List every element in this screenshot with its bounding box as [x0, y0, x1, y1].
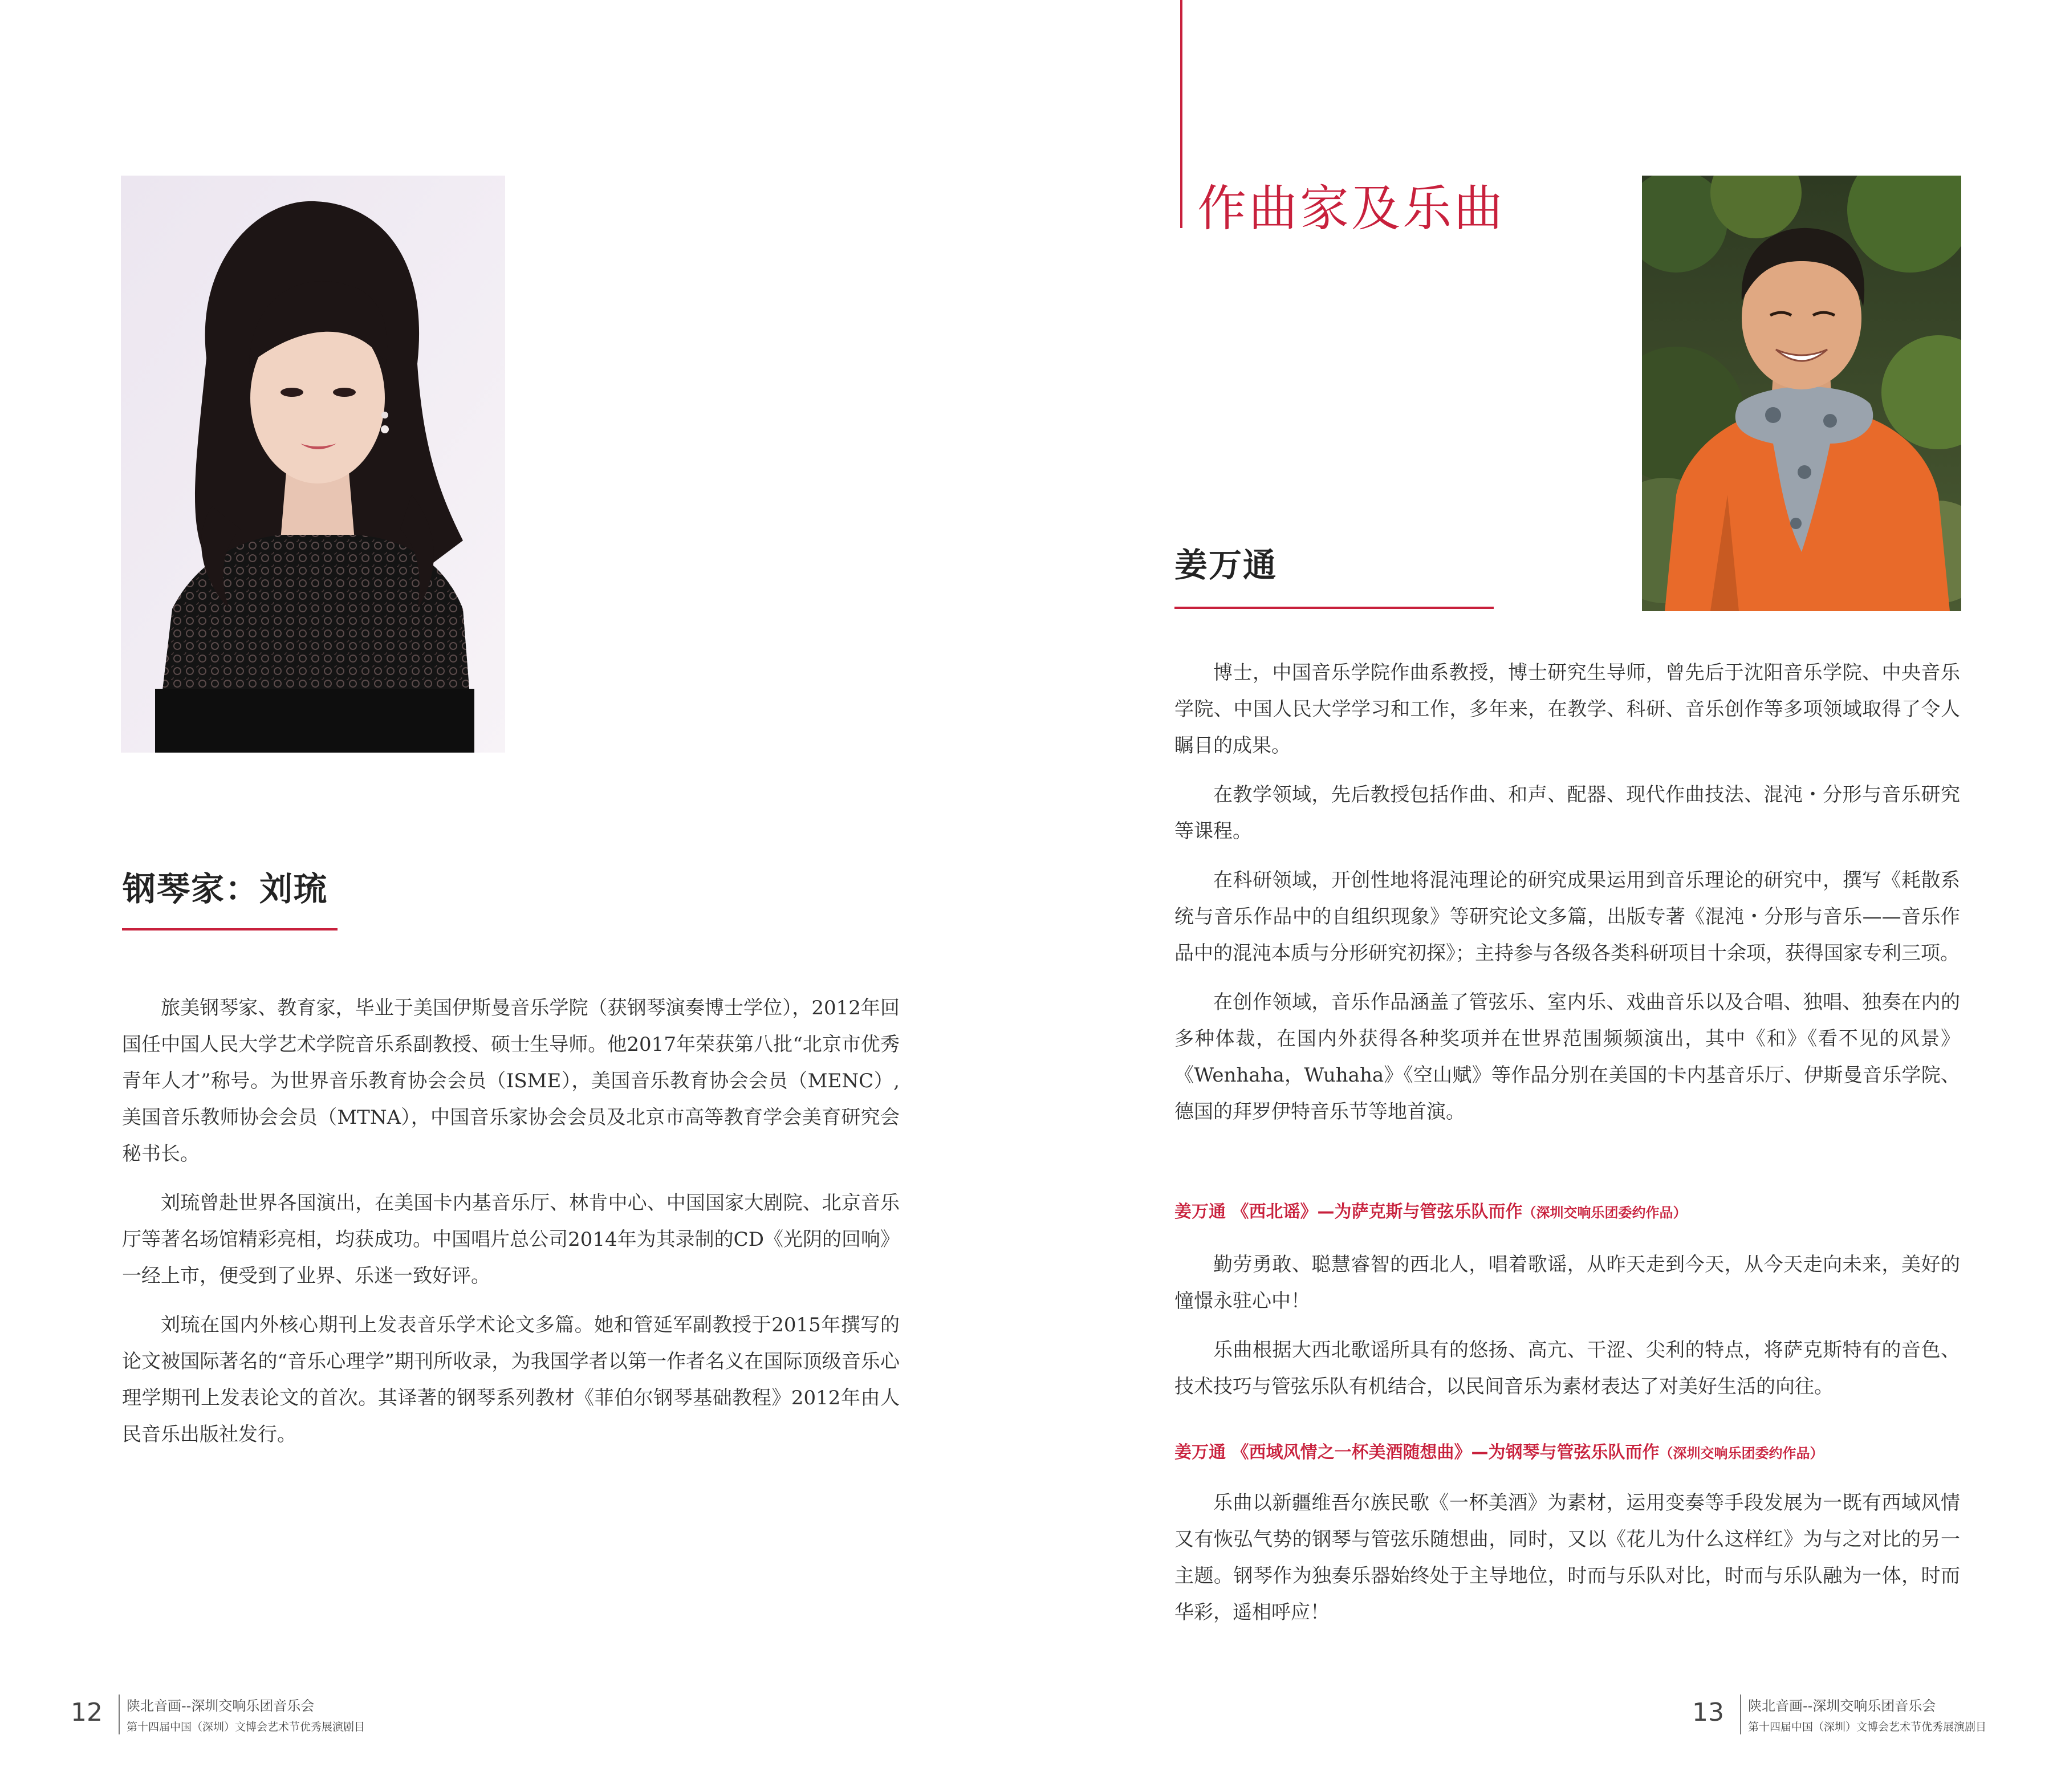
pianist-bio-paragraph: 旅美钢琴家、教育家，毕业于美国伊斯曼音乐学院（获钢琴演奏博士学位），2012年回国任中国人民大学艺术学院音乐系副教授、硕士生导师。他2017年荣获第八批“北京市优秀青年人才”称号。为世界音乐教育协会会员（ISME），美国音乐教育协会会员（MENC）,美国音乐教师协会会员（MTNA），中国音乐家协会会员及北京市高等教育学会美育研究会秘书长。	[122, 997, 900, 1165]
composer-bio-paragraph: 博士，中国音乐学院作曲系教授，博士研究生导师，曾先后于沈阳音乐学院、中央音乐学院、中国人民大学学习和工作，多年来，在教学、科研、音乐创作等多项领域取得了令人瞩目的成果。	[1174, 661, 1960, 757]
pianist-heading-rule	[122, 928, 338, 930]
composer-bio-paragraph: 在科研领域，开创性地将混沌理论的研究成果运用到音乐理论的研究中，撰写《耗散系统与音乐作品中的自组织现象》等研究论文多篇，出版专著《混沌・分形与音乐——音乐作品中的混沌本质与分形研究初探》；主持参与各级各类科研项目十余项，获得国家专利三项。	[1174, 869, 1960, 965]
composer-portrait-image	[1642, 176, 1961, 611]
footer-divider-left	[119, 1695, 120, 1734]
footer-subtitle-left: 第十四届中国（深圳）文博会艺术节优秀展演剧目	[127, 1721, 365, 1733]
pianist-bio-paragraph: 刘琉在国内外核心期刊上发表音乐学术论文多篇。她和管延军副教授于2015年撰写的论文被国际著名的“音乐心理学”期刊所收录，为我国学者以第一作者名义在国际顶级音乐心理学期刊上发表论文的首次。其译著的钢琴系列教材《菲伯尔钢琴基础教程》2012年由人民音乐出版社发行。	[122, 1314, 900, 1446]
work-title-2-text: 姜万通 《西域风情之一杯美酒随想曲》—为钢琴与管弦乐队而作	[1174, 1442, 1660, 1462]
work-description-2	[1174, 1485, 1960, 1643]
footer-subtitle-right: 第十四届中国（深圳）文博会艺术节优秀展演剧目	[1748, 1721, 1987, 1733]
work-title-1-note: （深圳交响乐团委约作品）	[1522, 1205, 1687, 1221]
composer-heading: 姜万通	[1174, 546, 1278, 584]
section-title: 作曲家及乐曲	[1197, 180, 1505, 237]
pianist-portrait-image	[121, 176, 505, 753]
section-accent-line	[1180, 0, 1182, 228]
footer-title-left: 陕北音画--深圳交响乐团音乐会	[127, 1698, 315, 1714]
composer-bio	[1174, 655, 1960, 1143]
page-number-right: 13	[1692, 1698, 1724, 1727]
composer-portrait	[1642, 176, 1961, 611]
work-description-paragraph: 乐曲根据大西北歌谣所具有的悠扬、高亢、干涩、尖利的特点，将萨克斯特有的音色、技术技巧与管弦乐队有机结合，以民间音乐为素材表达了对美好生活的向往。	[1174, 1339, 1960, 1398]
work-description-paragraph: 勤劳勇敢、聪慧睿智的西北人，唱着歌谣，从昨天走到今天，从今天走向未来，美好的憧憬永驻心中！	[1174, 1253, 1960, 1312]
footer-divider-right	[1740, 1695, 1741, 1734]
pianist-bio-paragraph: 刘琉曾赴世界各国演出，在美国卡内基音乐厅、林肯中心、中国国家大剧院、北京音乐厅等著名场馆精彩亮相，均获成功。中国唱片总公司2014年为其录制的CD《光阴的回响》一经上市，便受到了业界、乐迷一致好评。	[122, 1192, 900, 1287]
work-title-2-note: （深圳交响乐团委约作品）	[1659, 1445, 1824, 1461]
page-number-left: 12	[71, 1698, 103, 1727]
work-description-1	[1174, 1246, 1960, 1417]
composer-heading-rule	[1174, 607, 1494, 609]
composer-bio-paragraph: 在创作领域，音乐作品涵盖了管弦乐、室内乐、戏曲音乐以及合唱、独唱、独奏在内的多种体裁，在国内外获得各种奖项并在世界范围频频演出，其中《和》《看不见的风景》《Wenhaha，Wuhaha》《空山赋》等作品分别在美国的卡内基音乐厅、伊斯曼音乐学院、德国的拜罗伊特音乐节等地首演。	[1174, 991, 1960, 1123]
footer-title-right: 陕北音画--深圳交响乐团音乐会	[1748, 1698, 1936, 1714]
pianist-heading: 钢琴家：刘琉	[123, 869, 328, 908]
composer-bio-paragraph: 在教学领域，先后教授包括作曲、和声、配器、现代作曲技法、混沌・分形与音乐研究等课程。	[1174, 783, 1960, 843]
pianist-bio	[122, 990, 900, 1465]
pianist-portrait	[121, 176, 505, 753]
work-title-2	[1174, 1438, 1823, 1463]
work-title-1-text: 姜万通 《西北谣》—为萨克斯与管弦乐队而作	[1174, 1202, 1523, 1222]
work-title-1	[1174, 1197, 1686, 1222]
work-description-paragraph: 乐曲以新疆维吾尔族民歌《一杯美酒》为素材，运用变奏等手段发展为一既有西域风情又有恢弘气势的钢琴与管弦乐随想曲，同时，又以《花儿为什么这样红》为与之对比的另一主题。钢琴作为独奏乐器始终处于主导地位，时而与乐队对比，时而与乐队融为一体，时而华彩，遥相呼应！	[1174, 1492, 1960, 1624]
